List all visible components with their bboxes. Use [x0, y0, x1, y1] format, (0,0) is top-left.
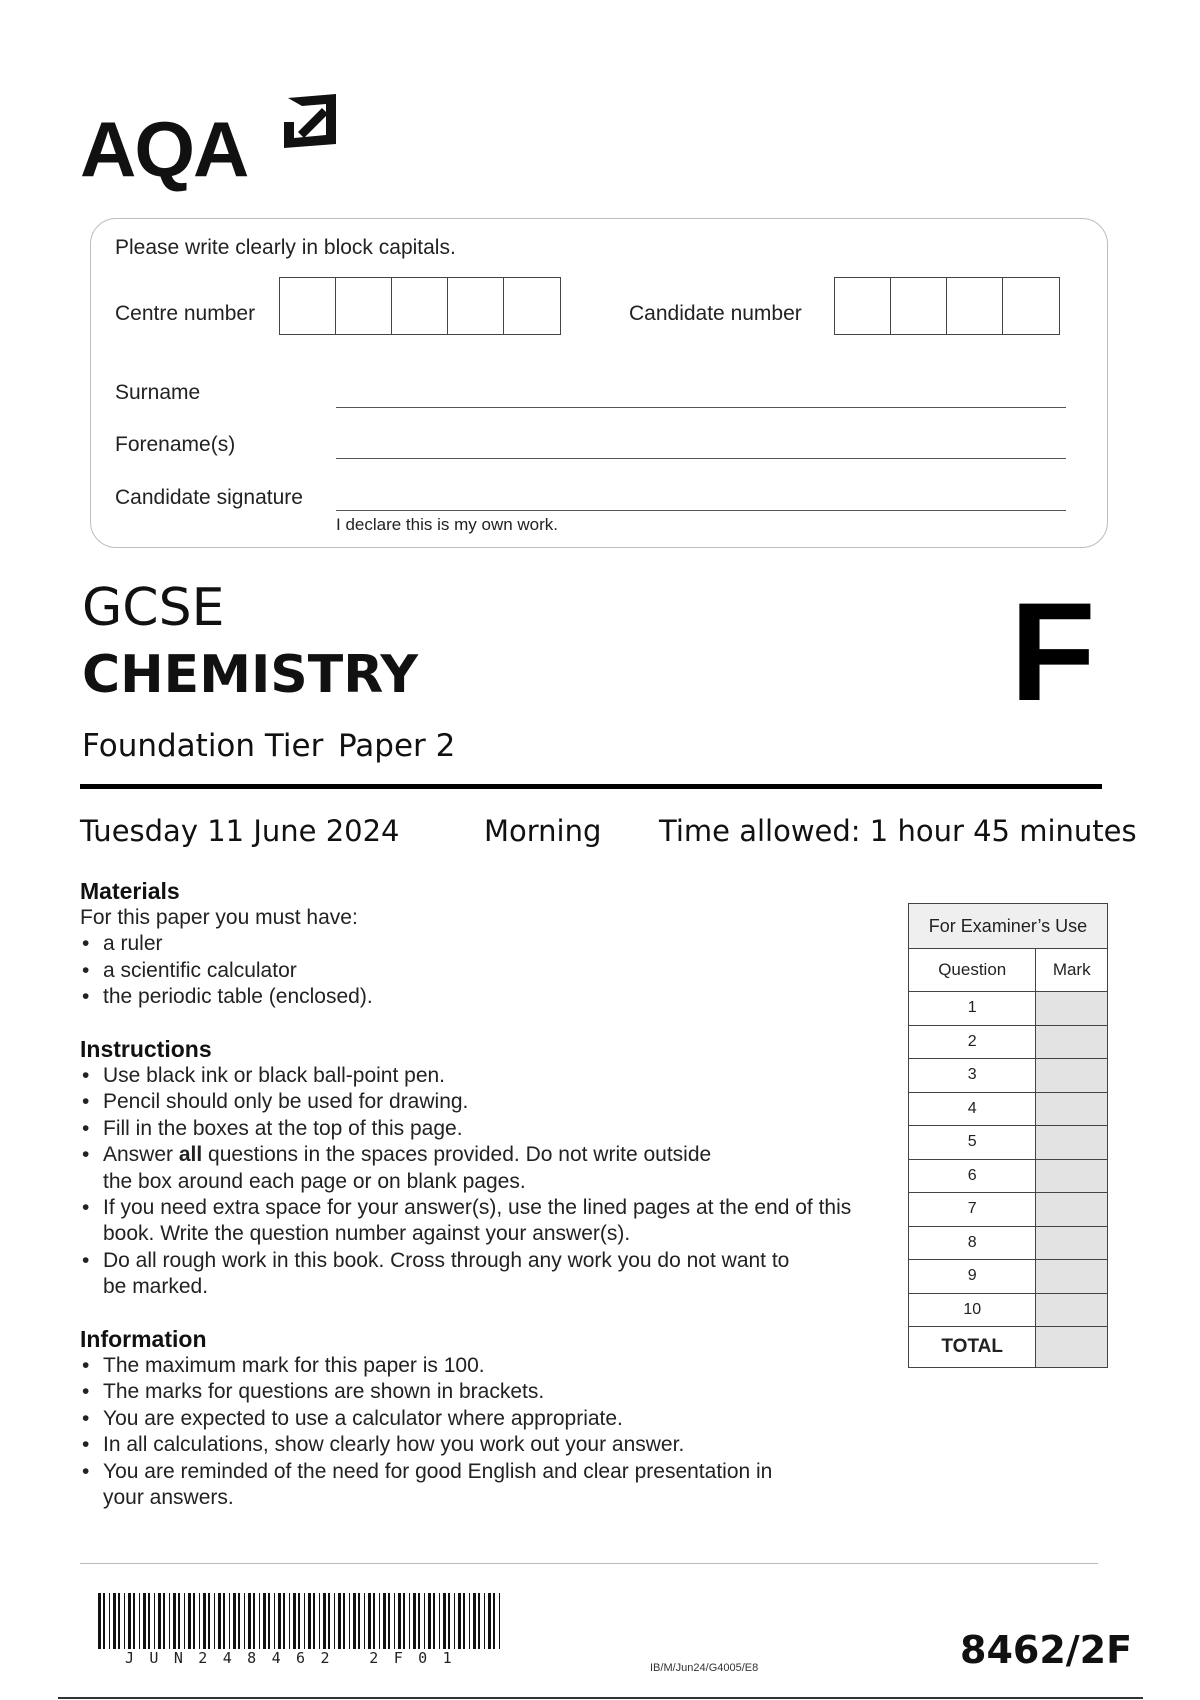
- barcode-stripe: [388, 1593, 390, 1649]
- barcode-stripe: [203, 1593, 206, 1649]
- question-column-header: Question: [909, 949, 1036, 992]
- information-heading: Information: [80, 1326, 207, 1352]
- barcode-stripe: [248, 1593, 251, 1649]
- candidate-digit-box[interactable]: [891, 278, 947, 334]
- barcode-stripe: [394, 1593, 395, 1649]
- mark-column-header: Mark: [1036, 949, 1108, 992]
- barcode-stripe: [383, 1593, 386, 1649]
- signature-line[interactable]: [336, 510, 1066, 511]
- barcode-stripe: [379, 1593, 380, 1649]
- list-item: • Pencil should only be used for drawing.: [80, 1089, 870, 1115]
- question-number: 4: [909, 1092, 1036, 1126]
- question-number: 8: [909, 1226, 1036, 1260]
- table-row: [909, 1226, 1108, 1260]
- question-number: 9: [909, 1260, 1036, 1294]
- barcode-stripe: [128, 1593, 131, 1649]
- barcode-stripe: [413, 1593, 416, 1649]
- candidate-digit-box[interactable]: [835, 278, 891, 334]
- mark-cell: [1036, 1159, 1108, 1193]
- mark-cell: [1036, 1025, 1108, 1059]
- centre-digit-box[interactable]: [504, 278, 560, 334]
- materials-heading: Materials: [80, 878, 180, 904]
- centre-digit-box[interactable]: [448, 278, 504, 334]
- barcode-text: JUN248462 2F01: [125, 1649, 468, 1667]
- table-row: [909, 1059, 1108, 1093]
- barcode-stripe: [499, 1593, 500, 1649]
- list-item: • If you need extra space for your answer(s), use the lined pages at the end of this book. Write the question number against your answer(s).: [80, 1195, 870, 1248]
- barcode-stripe: [274, 1593, 275, 1649]
- barcode-stripe: [98, 1593, 101, 1649]
- table-row: [909, 1293, 1108, 1327]
- barcode-stripe: [409, 1593, 410, 1649]
- page-bottom-rule: [58, 1697, 1143, 1699]
- barcode-stripe: [484, 1593, 485, 1649]
- barcode-stripe: [473, 1593, 476, 1649]
- barcode-stripe: [289, 1593, 290, 1649]
- list-item: • You are expected to use a calculator where appropriate.: [80, 1406, 870, 1432]
- table-row: [909, 1159, 1108, 1193]
- materials-intro: For this paper you must have:: [80, 906, 358, 929]
- barcode-stripe: [323, 1593, 326, 1649]
- list-item: • Fill in the boxes at the top of this page.: [80, 1116, 870, 1142]
- barcode-stripe: [319, 1593, 320, 1649]
- barcode-stripe: [428, 1593, 431, 1649]
- list-item: • The marks for questions are shown in brackets.: [80, 1379, 870, 1405]
- tier-label: Foundation Tier: [82, 728, 324, 764]
- list-item: • Use black ink or black ball-point pen.: [80, 1063, 870, 1089]
- reference-code: IB/M/Jun24/G4005/E8: [650, 1662, 759, 1674]
- barcode-stripe: [178, 1593, 180, 1649]
- question-number: 2: [909, 1025, 1036, 1059]
- candidate-digit-box[interactable]: [947, 278, 1003, 334]
- barcode-stripe: [229, 1593, 230, 1649]
- signature-label: Candidate signature: [115, 486, 303, 509]
- surname-line[interactable]: [336, 407, 1066, 408]
- question-number: 7: [909, 1193, 1036, 1227]
- information-list: [80, 1353, 870, 1511]
- barcode-stripe: [199, 1593, 200, 1649]
- materials-list: [80, 931, 860, 1010]
- mark-cell: [1036, 1092, 1108, 1126]
- list-item: • Answer all questions in the spaces provided. Do not write outside the box around each page or on blank pages.: [80, 1142, 723, 1195]
- forenames-line[interactable]: [336, 458, 1066, 459]
- barcode-stripe: [214, 1593, 215, 1649]
- barcode-stripe: [184, 1593, 185, 1649]
- barcode-stripe: [223, 1593, 225, 1649]
- barcode-stripe: [298, 1593, 300, 1649]
- footer-divider: [80, 1563, 1098, 1564]
- list-item: • The maximum mark for this paper is 100.: [80, 1353, 870, 1379]
- centre-digit-box[interactable]: [392, 278, 448, 334]
- barcode-stripe: [103, 1593, 105, 1649]
- mark-cell: [1036, 1260, 1108, 1294]
- barcode-stripe: [368, 1593, 371, 1649]
- instructions-list: [80, 1063, 870, 1301]
- candidate-number-label: Candidate number: [629, 302, 802, 325]
- exam-session: Morning: [484, 814, 602, 848]
- barcode-stripe: [278, 1593, 281, 1649]
- mark-cell: [1036, 1126, 1108, 1160]
- subject-title: CHEMISTRY: [82, 645, 419, 705]
- mark-cell: [1036, 1193, 1108, 1227]
- barcode-stripe: [238, 1593, 240, 1649]
- paper-label: Paper 2: [338, 728, 456, 764]
- barcode-stripe: [124, 1593, 125, 1649]
- barcode-stripe: [458, 1593, 461, 1649]
- barcode-stripe: [328, 1593, 330, 1649]
- barcode-stripe: [364, 1593, 365, 1649]
- barcode-stripe: [308, 1593, 311, 1649]
- block-capitals-instruction: Please write clearly in block capitals.: [115, 236, 456, 259]
- barcode-stripe: [398, 1593, 401, 1649]
- list-item: • You are reminded of the need for good English and clear presentation in your answers.: [80, 1459, 803, 1512]
- barcode-stripe: [259, 1593, 260, 1649]
- barcode-stripe: [193, 1593, 195, 1649]
- barcode-stripe: [349, 1593, 350, 1649]
- barcode-stripe: [454, 1593, 455, 1649]
- barcode-stripe: [218, 1593, 221, 1649]
- barcode-stripe: [139, 1593, 140, 1649]
- list-item: • In all calculations, show clearly how you work out your answer.: [80, 1432, 870, 1458]
- barcode-stripe: [154, 1593, 155, 1649]
- title-divider: [80, 784, 1102, 789]
- barcode-icon: [98, 1593, 508, 1649]
- barcode-stripe: [158, 1593, 161, 1649]
- qualification-title: GCSE: [82, 578, 225, 638]
- mark-cell: [1036, 992, 1108, 1026]
- examiner-table: [908, 903, 1108, 1368]
- candidate-digit-box[interactable]: [1003, 278, 1059, 334]
- list-item: • a ruler: [80, 931, 860, 957]
- barcode-stripe: [313, 1593, 315, 1649]
- question-number: 10: [909, 1293, 1036, 1327]
- time-allowed: Time allowed: 1 hour 45 minutes: [659, 814, 1137, 848]
- tier-letter: F: [1010, 573, 1096, 730]
- barcode-stripe: [418, 1593, 420, 1649]
- barcode-stripe: [463, 1593, 465, 1649]
- barcode-stripe: [358, 1593, 360, 1649]
- declaration-text: I declare this is my own work.: [336, 515, 559, 534]
- examiner-table-title: For Examiner’s Use: [909, 904, 1108, 949]
- barcode-stripe: [163, 1593, 165, 1649]
- table-row: [909, 1025, 1108, 1059]
- barcode-stripe: [433, 1593, 435, 1649]
- aqa-mark-icon: [280, 92, 342, 150]
- barcode-stripe: [169, 1593, 170, 1649]
- barcode-stripe: [443, 1593, 446, 1649]
- barcode-stripe: [188, 1593, 191, 1649]
- mark-cell: [1036, 1293, 1108, 1327]
- barcode-stripe: [403, 1593, 405, 1649]
- instructions-heading: Instructions: [80, 1036, 212, 1062]
- barcode-stripe: [263, 1593, 266, 1649]
- table-row: [909, 1260, 1108, 1294]
- barcode-stripe: [148, 1593, 150, 1649]
- barcode-stripe: [353, 1593, 356, 1649]
- barcode-stripe: [268, 1593, 270, 1649]
- barcode-stripe: [478, 1593, 480, 1649]
- barcode-stripe: [448, 1593, 450, 1649]
- paper-code: 8462/2F: [960, 1628, 1133, 1672]
- table-row: [909, 1193, 1108, 1227]
- list-item: • a scientific calculator: [80, 958, 860, 984]
- table-row: [909, 992, 1108, 1026]
- list-item: • Do all rough work in this book. Cross through any work you do not want to be marked.: [80, 1248, 803, 1301]
- aqa-logo: [80, 88, 350, 193]
- barcode-stripe: [118, 1593, 120, 1649]
- surname-label: Surname: [115, 381, 201, 404]
- centre-number-label: Centre number: [115, 302, 256, 325]
- centre-digit-box[interactable]: [336, 278, 392, 334]
- barcode-stripe: [343, 1593, 345, 1649]
- barcode-stripe: [304, 1593, 305, 1649]
- barcode-stripe: [373, 1593, 375, 1649]
- barcode-stripe: [469, 1593, 470, 1649]
- logo-text: AQA: [80, 105, 248, 193]
- instructions-section: [80, 1036, 870, 1301]
- barcode-stripe: [334, 1593, 335, 1649]
- barcode-stripe: [293, 1593, 296, 1649]
- barcode-stripe: [233, 1593, 236, 1649]
- barcode-stripe: [109, 1593, 110, 1649]
- barcode-stripe: [439, 1593, 440, 1649]
- barcode-stripe: [173, 1593, 176, 1649]
- forenames-label: Forename(s): [115, 433, 236, 456]
- mark-cell: [1036, 1059, 1108, 1093]
- list-item: • the periodic table (enclosed).: [80, 984, 860, 1010]
- barcode-stripe: [338, 1593, 341, 1649]
- barcode-stripe: [493, 1593, 495, 1649]
- question-number: 1: [909, 992, 1036, 1026]
- barcode-stripe: [143, 1593, 146, 1649]
- total-mark-cell: [1036, 1327, 1108, 1368]
- centre-number-boxes[interactable]: [279, 277, 561, 335]
- table-row: [909, 1092, 1108, 1126]
- barcode-stripe: [253, 1593, 255, 1649]
- centre-digit-box[interactable]: [280, 278, 336, 334]
- information-section: [80, 1326, 870, 1511]
- barcode-stripe: [208, 1593, 210, 1649]
- barcode-stripe: [424, 1593, 425, 1649]
- question-number: 6: [909, 1159, 1036, 1193]
- mark-cell: [1036, 1226, 1108, 1260]
- exam-date: Tuesday 11 June 2024: [80, 814, 400, 848]
- table-row: [909, 1126, 1108, 1160]
- barcode-stripe: [113, 1593, 116, 1649]
- materials-section: [80, 878, 860, 1011]
- barcode-stripe: [133, 1593, 135, 1649]
- barcode-stripe: [488, 1593, 491, 1649]
- barcode-stripe: [283, 1593, 285, 1649]
- candidate-number-boxes[interactable]: [834, 277, 1060, 335]
- question-number: 3: [909, 1059, 1036, 1093]
- question-number: 5: [909, 1126, 1036, 1160]
- total-label: TOTAL: [909, 1327, 1036, 1368]
- barcode-stripe: [244, 1593, 245, 1649]
